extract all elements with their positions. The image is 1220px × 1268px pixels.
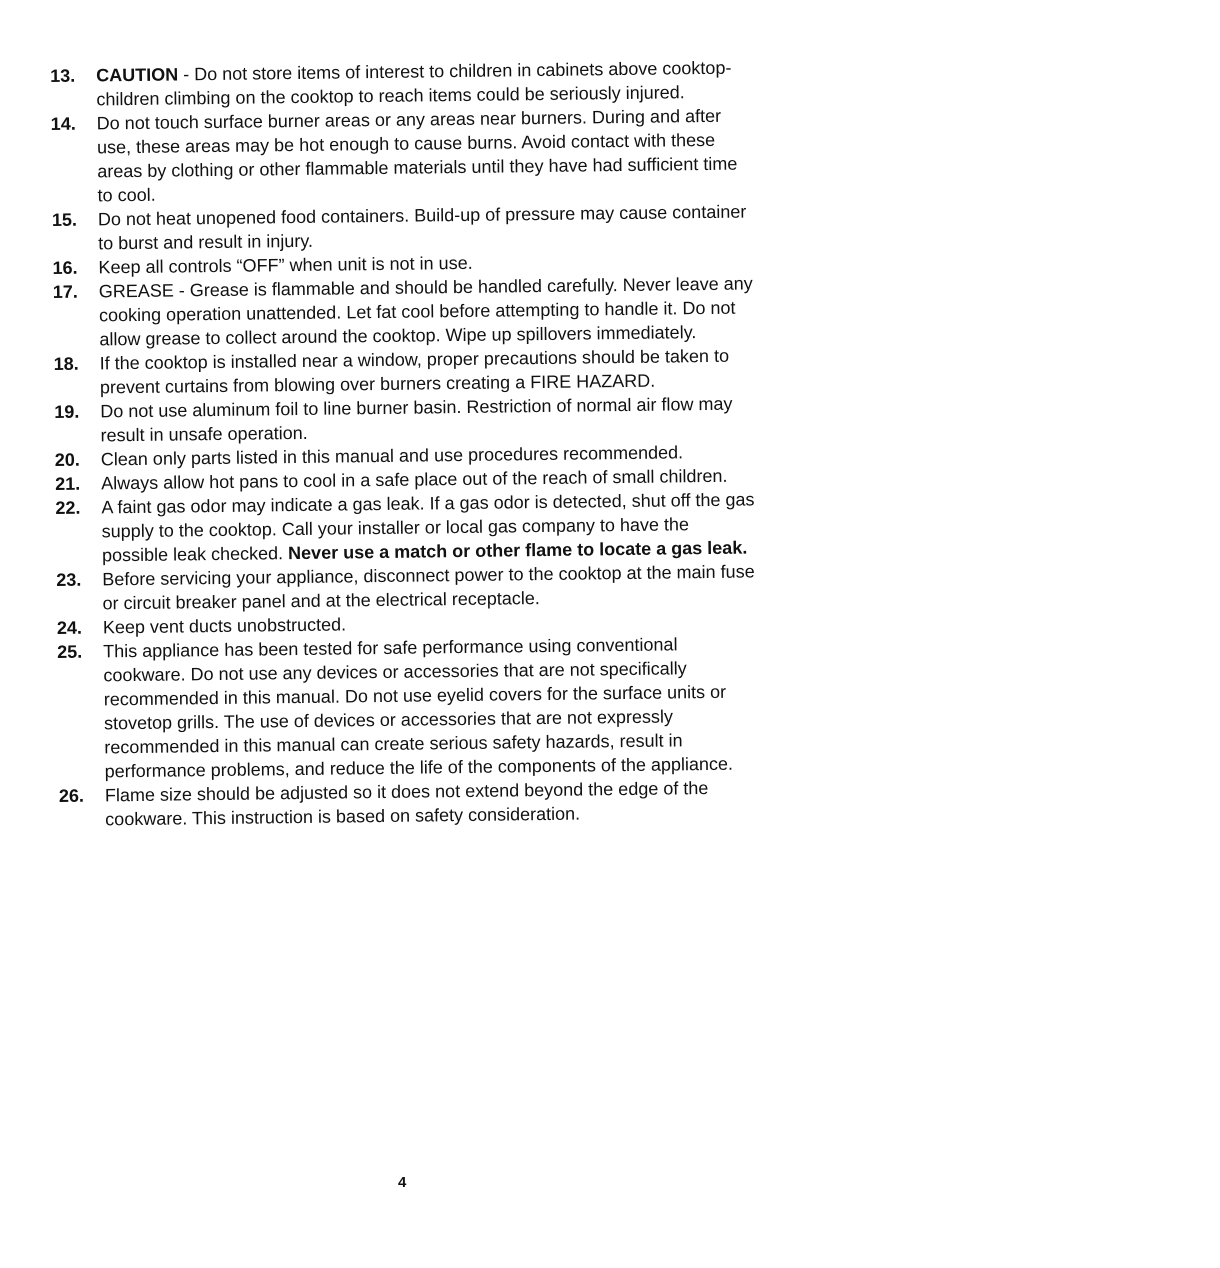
item-text [100,391,755,447]
item-number: 13. [50,65,76,86]
item-text [97,103,752,207]
list-item [51,103,752,208]
list-item [57,631,759,784]
text-segment: Before servicing your appliance, disconnect power to the cooktop at the main fuse or circuit breaker panel and at the electrical receptacle. [102,561,755,614]
text-segment: Keep all controls “OFF” when unit is not in use. [98,252,473,278]
list-item [56,559,757,616]
item-number: 25. [57,641,83,662]
bold-text: CAUTION [96,64,179,86]
bold-text: Never use a match or other flame to locate a gas leak. [287,537,748,564]
item-text [105,775,760,831]
text-segment: Clean only parts listed in this manual and use procedures recommended. [100,442,684,470]
item-number: 23. [56,569,82,590]
text-segment: Do not heat unopened food containers. Build-up of pressure may cause container to burst and result in injury. [97,201,747,254]
text-segment: Keep vent ducts unobstructed. [102,614,347,638]
text-segment: A faint gas odor may indicate a gas leak. If a gas odor is detected, shut off the gas supply to the cooktop. Call your installer or local gas company to have the possible leak checked. [101,489,755,566]
item-number: 24. [56,617,83,638]
item-number: 14. [50,113,76,134]
text-segment: This appliance has been tested for safe performance using conventional cookware. Do not use any devices or accessories that are not specifically recommended in this manual. Do not use eyelid covers for the surface units or stovetop grills. The use of devices or accessories that are not expressly recommended in this manual can create serious safety hazards, result in performance problems, and reduce the life of the components of the appliance. [103,634,734,782]
item-text [103,631,759,783]
item-number: 15. [51,209,78,230]
text-segment: Do not touch surface burner areas or any areas near burners. During and after use, these areas may be hot enough to cause burns. Avoid contact with these areas by clothing or other flammable materials until they have had sufficient time to cool. [96,105,738,206]
item-number: 19. [54,401,80,422]
page-number: 4 [398,1174,407,1191]
item-text [96,55,751,111]
item-text [102,559,757,615]
list-item [53,271,754,352]
item-text [100,343,755,399]
list-item [59,775,760,832]
item-number: 20. [54,449,80,470]
item-number: 22. [55,497,81,518]
text-segment: If the cooktop is installed near a window, proper precautions should be taken to prevent curtains from blowing over burners creating a FIRE HAZARD. [99,345,730,398]
list-item [50,55,751,112]
item-text [98,199,753,255]
text-segment: Do not use aluminum foil to line burner basin. Restriction of normal air flow may result in unsafe operation. [100,393,733,446]
safety-instructions-list [50,55,759,831]
list-item [52,199,753,256]
item-number: 17. [52,281,78,302]
list-item [55,487,756,568]
text-segment: Flame size should be adjusted so it does not extend beyond the edge of the cookware. This instruction is based on safety consideration. [104,778,709,830]
item-number: 21. [55,473,81,494]
item-number: 18. [53,353,79,374]
text-segment: GREASE - Grease is flammable and should be handled carefully. Never leave any cooking operation unattended. Let fat cool before attempting to handle it. Do not allow grease to collect around the cooktop. Wipe up spillovers immediately. [98,273,753,350]
text-segment: Always allow hot pans to cool in a safe place out of the reach of small children. [101,465,728,494]
text-segment: - Do not store items of interest to children in cabinets above cooktop-children climbing on the cooktop to reach items could be seriously injured. [96,57,732,110]
item-number: 26. [58,785,85,806]
list-item [54,391,755,448]
item-text [99,271,754,351]
list-item [54,343,755,400]
item-number: 16. [52,257,78,278]
item-text [101,487,756,567]
